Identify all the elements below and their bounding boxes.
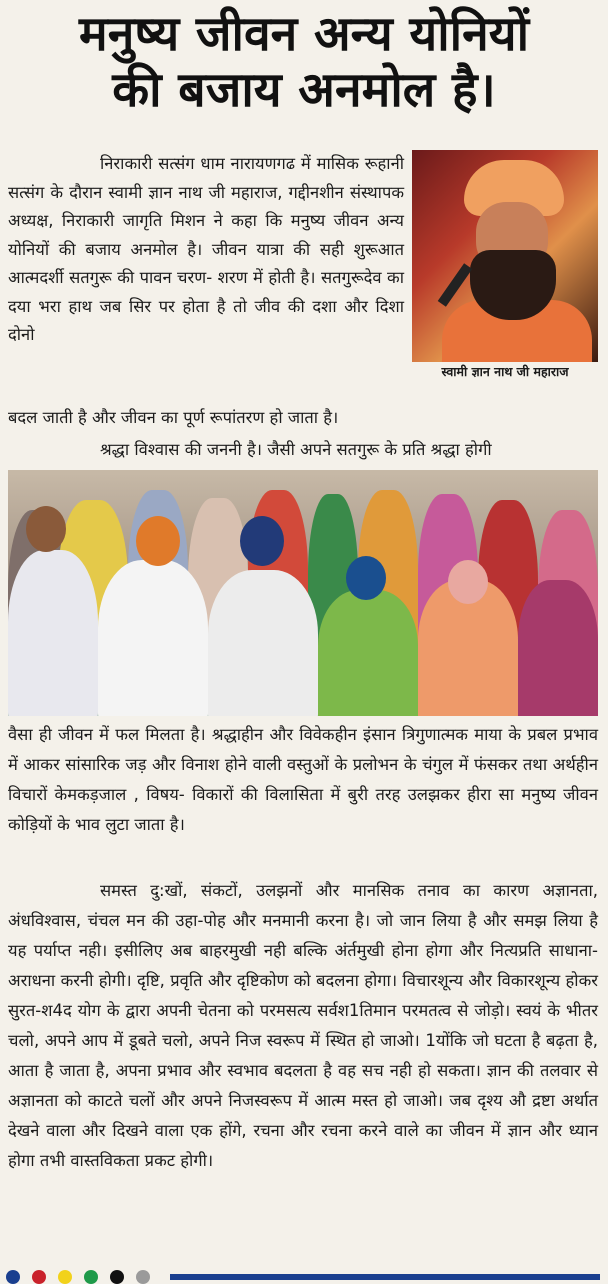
photo-caption: स्वामी ज्ञान नाथ जी महाराज <box>441 364 569 379</box>
paragraph-3: समस्त दु:खों, संकटों, उलझनों और मानसिक तनाव का कारण अज्ञानता, अंधविश्वास, चंचल मन की उहा-पोह और मनमानी करना है। जो जान लिया है और समझ लिया है यह पर्याप्त नही। इसीलिए अब बाहरमुखी नही बल्कि अंर्तमुखी होना होगा और नित्यप्रति साधाना-अराधना करनी होगी। दृष्टि, प्रवृति और दृष्टिकोण को बदलना होगा। विचारशून्य और विकारशून्य होकर सुरत-श4द योग के द्वारा अपनी चेतना को परमसत्य सर्वश1तिमान परमतत्व से जोड़ो। स्वयं के भीतर चलो, अपने आप में डूबते चलो, अपने निज स्वरूप में स्थित हो जाओ। 1योंकि जो घटता है बढ़ता है, आता है जाता है, अपना प्रभाव और स्वभाव बदलता है वह सच नही हो सकता। ज्ञान की तलवार से अज्ञानता को काटते चलों और अपने निजस्वरूप में आत्म मस्त हो जाओ। जब दृश्य औ द्रष्टा अर्थात देखने वाला और दिखने वाला एक होंगे, रचना और रचना करने वाले का जीवन में ज्ञान और ध्यान होगा तभी वास्तविकता प्रकट होगी। <box>8 881 598 1170</box>
intro-paragraph: निराकारी सत्संग धाम नारायणगढ में मासिक रूहानी सत्संग के दौरान स्वामी ज्ञान नाथ जी महाराज, गद्दीनशीन संस्थापक अध्यक्ष, निराकारी जागृति मिशन ने कहा कि मनुष्य जीवन अन्य योनियों की बजाय अनमोल है। जीवन यात्रा की सही शुरूआत आत्मदर्शी सतगुरू की पावन चरण- शरण में होती है। सतगुरूदेव का दया भरा हाथ जब सिर पर होता है तो जीव की दशा और दिशा दोनो <box>8 154 404 344</box>
microphone-icon <box>438 263 473 306</box>
intro-continued: बदल जाती है और जीवन का पूर्ण रूपांतरण हो जाता है। <box>8 408 339 427</box>
paragraph-2: वैसा ही जीवन में फल मिलता है। श्रद्धाहीन और विवेकहीन इंसान त्रिगुणात्मक माया के प्रबल प्रभाव में आकर सांसारिक जड़ और विनाश होने वाली वस्तुओं के प्रलोभन के चंगुल में फंसकर तथा अर्थहीन विचारों केमकड़जाल , विषय- विकारों की विलासिता में बुरी तरह उलझकर हीरा सा मनुष्य जीवन कोड़ियों के भाव लुटा जाता है। <box>8 725 598 834</box>
headline-line-2: की बजाय अनमोल है। <box>112 62 496 118</box>
faith-paragraph: श्रद्धा विश्वास की जननी है। जैसी अपने सतगुरू के प्रति श्रद्धा होगी <box>100 440 492 459</box>
headline-line-1: मनुष्य जीवन अन्य योनियों <box>78 6 530 62</box>
color-bar <box>0 1268 608 1280</box>
group-photo <box>8 470 598 716</box>
swami-photo <box>412 150 598 362</box>
headline <box>6 6 602 118</box>
